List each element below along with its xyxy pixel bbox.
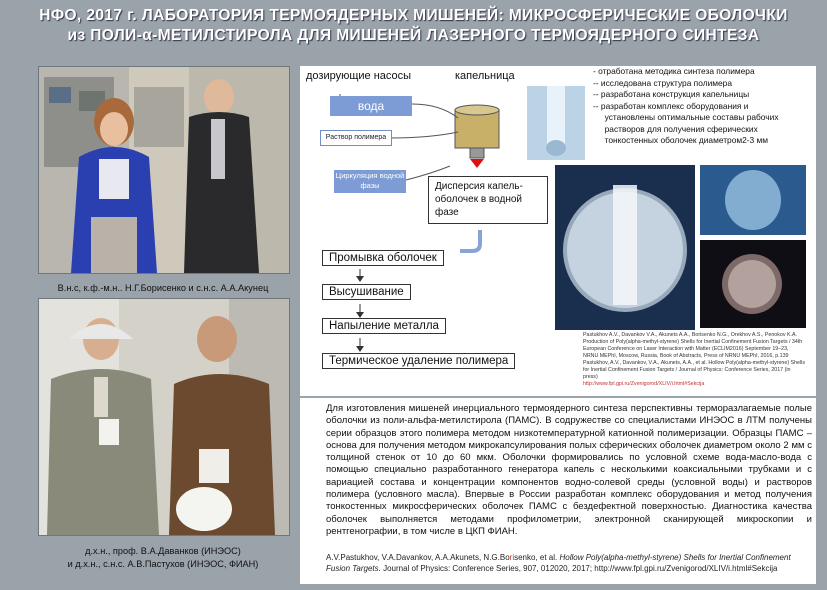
results-list (593, 66, 803, 147)
circulation-box: Циркуляция водной фазы (334, 170, 406, 193)
result-item: - отработана методика синтеза полимера (593, 66, 755, 76)
label-dropper: капельница (455, 70, 515, 82)
reference-2: Pastukhov, A.V., Davankov, V.A., Akunets, A.A., et al. Hollow Poly(alpha-methyl-styrene) Shells for Inertial Confinement Fusion Targets / Journal of Physics: Conference Series, 2017 (in press) (583, 360, 805, 380)
polymer-solution-box: Раствор полимера (320, 130, 392, 146)
vial-photo (527, 86, 585, 160)
dispersion-box: Дисперсия капель-оболочек в водной фазе (428, 176, 548, 224)
result-item: -- исследована структура полимера (593, 77, 732, 88)
reference-url[interactable]: http://www.fpl.gpi.ru/Zvenigorod/XLIV/i.html#Sekcija (583, 381, 705, 387)
references (583, 332, 805, 388)
step-washing: Промывка оболочек (322, 250, 444, 266)
photo-davankov-pastukhov (38, 298, 290, 536)
result-item: растворов для получения сферических (593, 123, 758, 134)
red-arrow (470, 159, 484, 168)
citation-authors: A.V.Pastukhov, V.A.Davankov, A.A.Akunets, N.G.Bo (326, 553, 510, 562)
citation-authors-red: ri (509, 553, 515, 562)
result-item: -- разработан комплекс оборудования и (593, 100, 749, 111)
reference-1: Pastukhov A.V., Davankov V.A., Akunets A.A., Borisenko N.G., Orekhov A.S., Penokov K.A. Production of Poly(alpha-methyl-styrene) Shells for Inertial Confinement Fusion Targets / 34th European Conference on Laser Interaction with Matter (ECLIM2016) September 19–23, NRNU MEPhI, Moscow, Russia, Book of Abstracts, Press of NRNU MEPhI, 2016, p.139 (583, 332, 803, 359)
label-pumps: дозирующие насосы (306, 70, 412, 82)
step-thermal-removal: Термическое удаление полимера (322, 353, 515, 369)
result-item: установлены оптимальные составы рабочих (593, 112, 779, 122)
description-text: Для изготовления мишеней инерциального термоядерного синтеза перспективны терморазлагаемые полые оболочки из поли-альфа-метилстирола (ПАМС). В содружестве со специалистами ИНЭОС в ЛТМ получены серии образцов этого полимера методом низкотемпературной катионной полимеризации. Образцы ПАМС – основа для получения методом микрокапсулирования полых сферических оболочек диаметром около 2 мм с толщиной стенок от 10 до 60 мкм. Оболочки формировались по условной схеме вода-масло-вода с помощью специально разработанного генератора капель с несколькими коаксиальными трубками и с вариацией состава и концентрации компонентов водно-солевой среды (условной воды) и растворов полимера (условного масла). Впервые в России разработан комплекс оборудования и метод получения тонкостенных микросферических оболочек ПАМС с бездефектной поверхностью. Диагностика качества оболочек выполняется методами профилометрии, электронной сканирующей микроскопии и рентгенографии, в том числе в ЦКП ФИАН. (326, 403, 812, 537)
title-line-1: НФО, 2017 г. ЛАБОРАТОРИЯ ТЕРМОЯДЕРНЫХ МИШЕНЕЙ: МИКРОСФЕРИЧЕСКИЕ ОБОЛОЧКИ (39, 7, 788, 24)
sphere-photo-dark (700, 240, 806, 328)
photo-borisenko-akunets (38, 66, 290, 274)
sphere-photo-large (555, 165, 695, 330)
citation-rest: Journal of Physics: Conference Series, 907, 012020, 2017; http://www.fpl.gpi.ru/Zvenigorod/XLIV/i.html#Sekcija (380, 564, 778, 573)
result-item: тонкостенных оболочек диаметром2-3 мм (593, 135, 769, 145)
sphere-photo-blue (700, 165, 806, 235)
step-drying: Высушивание (322, 284, 411, 300)
bottom-photo-caption-2: и д.х.н., с.н.с. А.В.Пастухов (ИНЭОС, ФИАН) (67, 559, 259, 569)
title-line-2: из ПОЛИ-α-МЕТИЛСТИРОЛА ДЛЯ МИШЕНЕЙ ЛАЗЕРНОГО ТЕРМОЯДЕРНОГО СИНТЕЗА (67, 27, 760, 44)
citation-title: Hollow Poly(alpha-methyl-styrene) Shells for Inertial Confinement Fusion Targets. (326, 553, 791, 573)
step-metal-coating: Напыление металла (322, 318, 446, 334)
water-box: вода (330, 96, 412, 116)
citation-authors-end: senko, et al. (514, 553, 560, 562)
result-item: -- разработана конструкция капельницы (593, 89, 750, 99)
page-title (0, 6, 827, 46)
citation (326, 552, 812, 574)
bottom-photo-caption-1: д.х.н., проф. В.А.Даванков (ИНЭОС) (85, 546, 241, 556)
top-photo-caption: В.н.с, к.ф.-м.н.. Н.Г.Борисенко и с.н.с. А.А.Акунец (57, 283, 269, 293)
